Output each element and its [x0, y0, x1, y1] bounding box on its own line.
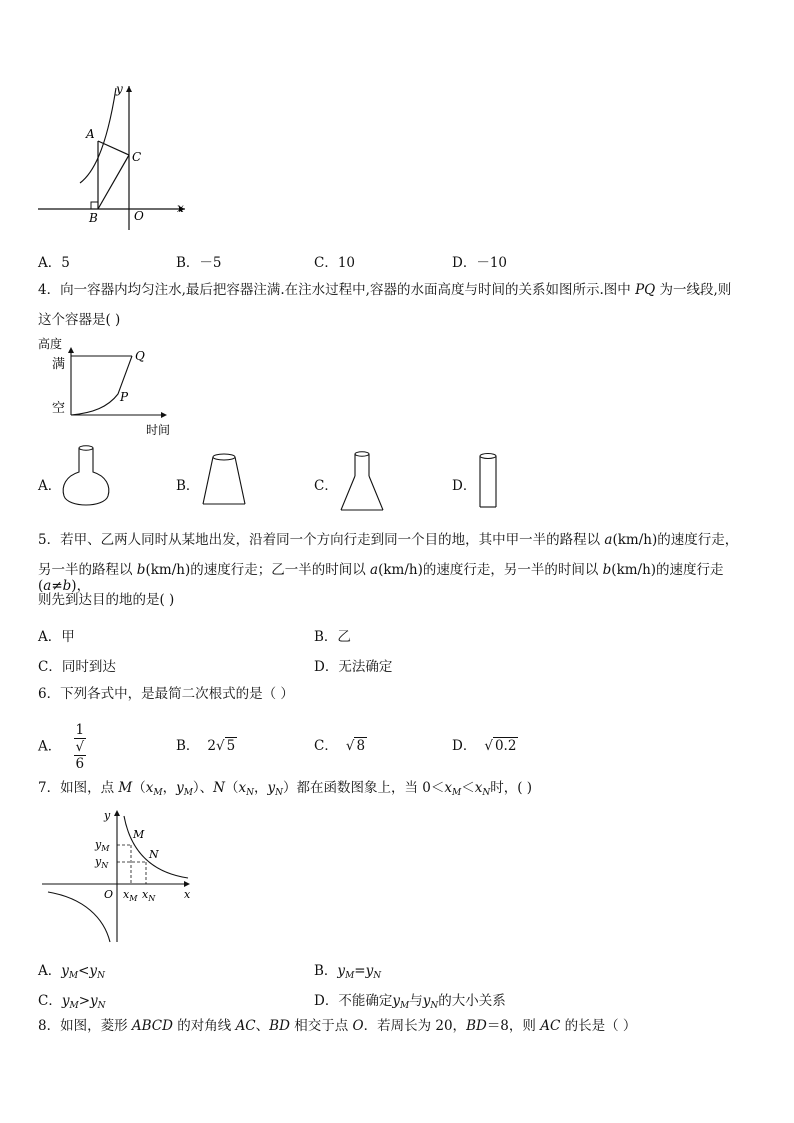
- q5-stem-line2: 另一半的路程以 b(km/h)的速度行走；乙一半的时间以 a(km/h)的速度行走，另一半的时间以 b(km/h)的速度行走(a≠b)，: [38, 562, 724, 594]
- q6-stem: 6．下列各式中，是最简二次根式的是（ ）: [38, 686, 294, 702]
- q6-option-a[interactable]: A． 1 √ 6: [38, 722, 85, 772]
- graph-Q: Q: [135, 349, 145, 363]
- q5-option-a[interactable]: A．甲: [38, 629, 75, 645]
- svg-text:O: O: [104, 888, 114, 901]
- q3-option-a[interactable]: A．5: [38, 255, 70, 271]
- svg-text:yN: $y_N$: [95, 855, 109, 870]
- svg-text:y: y: [104, 809, 111, 822]
- svg-text:x: x: [184, 888, 191, 901]
- water-level-curve: [71, 356, 132, 415]
- graph-P: P: [120, 390, 129, 404]
- q3-option-d[interactable]: D．－10: [452, 255, 508, 271]
- q7-stem: 7．如图，点 $M(x_M$，$y_M$）、$N(x_N$，$y_N$）都在函数图象上，当 $0<x_M<x_N$时，( ): [38, 780, 533, 798]
- q4-option-d[interactable]: D．: [452, 478, 477, 494]
- q6-option-b[interactable]: B． 2√ 5: [176, 738, 236, 754]
- svg-text:xM: $x_M$: [123, 888, 138, 903]
- q5-stem-line3: 则先到达目的地的是( ): [38, 592, 175, 608]
- q6-option-c[interactable]: C． √ 8: [314, 738, 366, 754]
- q7-option-a[interactable]: A．$y_M<y_N$: [38, 963, 105, 981]
- graph-full-label: 满: [52, 357, 66, 372]
- label-O: O: [134, 209, 144, 223]
- y-label: y: [116, 82, 123, 96]
- q4-graph: [38, 337, 183, 442]
- q4-option-c[interactable]: C．: [314, 478, 338, 494]
- graph-x-label: 时间: [146, 423, 171, 437]
- q7-figure: [38, 808, 198, 948]
- q4-option-a[interactable]: A．: [38, 478, 62, 494]
- x-label: x: [177, 201, 184, 215]
- graph-y-label: 高度: [38, 337, 63, 351]
- segment-AC: [98, 141, 129, 155]
- q7-option-d[interactable]: D．不能确定$y_M$与$y_N$的大小关系: [314, 993, 506, 1011]
- q7-option-c[interactable]: C．$y_M>y_N$: [38, 993, 106, 1011]
- svg-text:N: N: [149, 848, 159, 861]
- q6-option-d[interactable]: D． √ 0.2: [452, 738, 517, 754]
- q5-option-c[interactable]: C．同时到达: [38, 659, 116, 675]
- svg-text:M: M: [133, 828, 145, 841]
- label-A: A: [86, 127, 95, 141]
- label-C: C: [132, 150, 142, 164]
- graph-empty-label: 空: [52, 401, 66, 416]
- label-B: B: [89, 211, 98, 225]
- q5-option-b[interactable]: B．乙: [314, 629, 351, 645]
- curve-third-quadrant: [48, 892, 110, 942]
- q3-figure: [30, 78, 200, 238]
- q3-option-c[interactable]: C．10: [314, 255, 356, 271]
- svg-text:xN: $x_N$: [142, 888, 156, 903]
- q7-option-b[interactable]: B．$y_M=y_N$: [314, 963, 382, 981]
- q4-stem-line2: 这个容器是( ): [38, 312, 121, 328]
- frustum-icon: [198, 452, 258, 510]
- erlenmeyer-icon: [338, 448, 394, 514]
- q5-option-d[interactable]: D．无法确定: [314, 659, 393, 675]
- curve-first-quadrant: [124, 816, 188, 878]
- q4-option-b[interactable]: B．: [176, 478, 200, 494]
- segment-BC: [98, 155, 129, 209]
- q3-option-b[interactable]: B．－5: [176, 255, 222, 271]
- q5-stem-line1: 5．若甲、乙两人同时从某地出发，沿着同一个方向行走到同一个目的地，其中甲一半的路程以 a(km/h)的速度行走，: [38, 532, 739, 548]
- q4-stem: 4．向一容器内均匀注水,最后把容器注满.在注水过程中,容器的水面高度与时间的关系如图所示.图中 PQ 为一线段,则: [38, 282, 732, 298]
- cylinder-icon: [476, 450, 506, 512]
- flask-round-icon: [60, 444, 120, 514]
- q8-stem: 8．如图，菱形 ABCD 的对角线 AC、BD 相交于点 O．若周长为 20，BD＝8，则 AC 的长是（ ）: [38, 1018, 637, 1034]
- svg-text:yM: $y_M$: [95, 838, 110, 853]
